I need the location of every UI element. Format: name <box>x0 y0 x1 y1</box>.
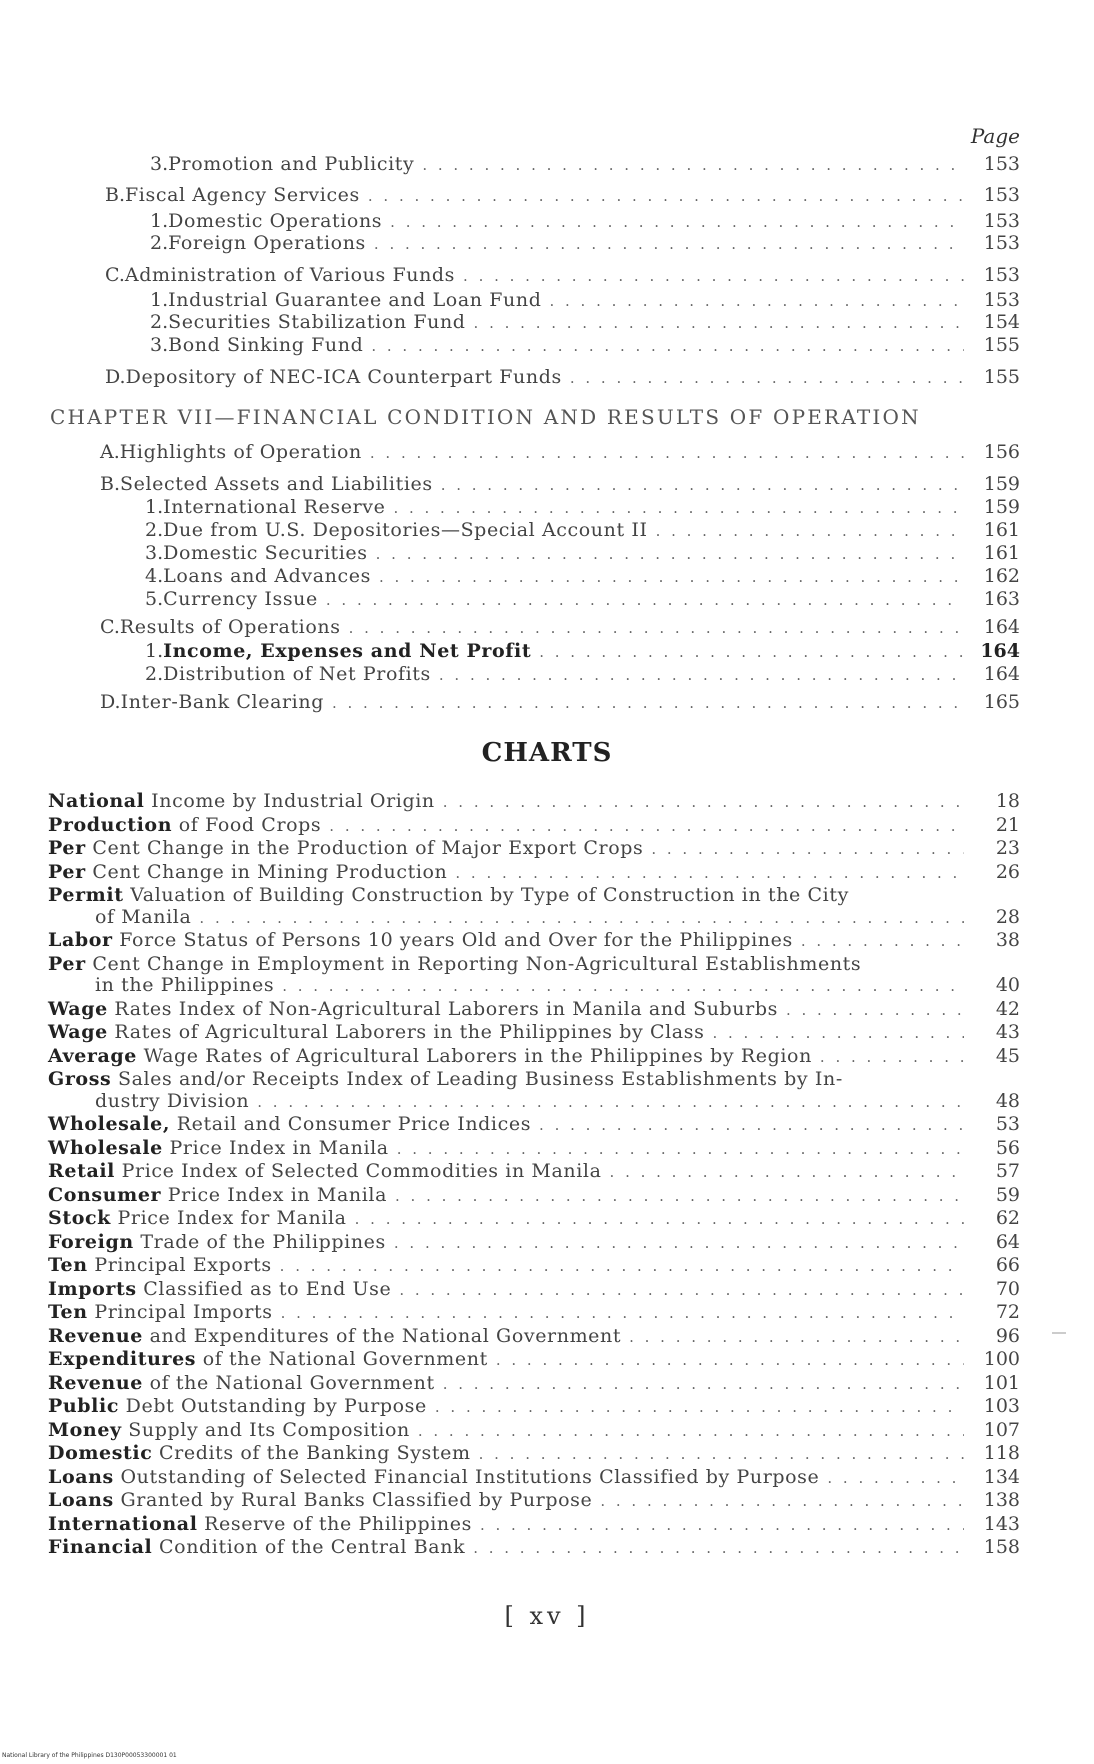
chart-entry <box>48 1184 1020 1207</box>
dot-leader <box>455 862 964 884</box>
dot-leader <box>539 1114 964 1136</box>
entry-title <box>48 1137 397 1159</box>
toc-entry <box>105 366 1020 389</box>
entry-title-rest: Cent Change in Mining Production <box>92 860 448 883</box>
chart-entry <box>48 1513 1020 1536</box>
dot-leader <box>439 664 964 686</box>
chart-entry <box>48 1419 1020 1442</box>
dot-leader <box>282 975 964 997</box>
charts-heading: CHARTS <box>481 738 613 768</box>
entry-title-continuation: dustry Division <box>95 1089 250 1112</box>
dot-leader <box>610 1161 964 1183</box>
entry-page-number: 153 <box>983 210 1020 232</box>
entry-page-number: 153 <box>983 184 1020 206</box>
entry-title <box>48 1184 395 1206</box>
dot-leader <box>827 1467 964 1489</box>
chart-entry <box>48 1160 1020 1183</box>
chart-entry-continuation <box>95 906 1020 929</box>
dot-leader <box>786 999 964 1021</box>
entry-page-number: 107 <box>983 1418 1020 1441</box>
toc-entry <box>150 210 1020 233</box>
scan-credit: National Library of the Philippines D130P00053300001 01 <box>2 1752 177 1759</box>
toc-entry <box>150 153 1020 176</box>
dot-leader <box>281 1302 964 1324</box>
chart-entry <box>48 790 1020 813</box>
entry-title <box>48 953 869 975</box>
entry-title-rest: of Food Crops <box>178 813 322 836</box>
entry-lead-word: Loans <box>48 1489 114 1511</box>
entry-page-number: 26 <box>995 860 1020 883</box>
chapter-vii-entry <box>100 473 1020 496</box>
entry-page-number: 161 <box>983 542 1020 564</box>
chapter-vii-entry <box>145 565 1020 588</box>
entry-page-number: 70 <box>995 1277 1020 1300</box>
chart-entry <box>48 998 1020 1021</box>
dot-leader <box>479 1443 964 1465</box>
chart-entry <box>48 929 1020 952</box>
chart-entry <box>48 1466 1020 1489</box>
entry-title <box>48 1395 435 1417</box>
chapter-vii-entry <box>145 640 1020 663</box>
entry-lead-word: Money <box>48 1418 122 1441</box>
entry-title <box>48 1301 281 1323</box>
chart-entry <box>48 1442 1020 1465</box>
chart-entry <box>48 1021 1020 1044</box>
dot-leader <box>474 312 964 334</box>
entry-lead-word: Public <box>48 1395 119 1417</box>
entry-title <box>48 1113 539 1135</box>
entry-marker: D. <box>105 366 126 388</box>
entry-title: Securities Stabilization Fund <box>168 311 466 333</box>
entry-lead-word: Financial <box>48 1536 153 1558</box>
entry-page-number: 153 <box>983 153 1020 175</box>
entry-title <box>48 1489 600 1511</box>
entry-page-number: 57 <box>995 1160 1020 1182</box>
entry-title: Domestic Securities <box>163 542 368 564</box>
dot-leader <box>390 211 964 233</box>
chart-entry <box>48 1536 1020 1559</box>
entry-page-number: 159 <box>983 473 1020 495</box>
entry-title <box>48 1442 479 1464</box>
entry-title-rest: Cent Change in the Production of Major Export Crops <box>92 837 644 859</box>
entry-title-rest: Principal Exports <box>94 1254 272 1276</box>
entry-lead-word: Foreign <box>48 1230 134 1253</box>
chart-entry <box>48 861 1020 884</box>
dot-leader <box>463 265 964 287</box>
entry-lead-word: Wage <box>48 1021 108 1043</box>
entry-page-number: 101 <box>983 1371 1020 1394</box>
entry-lead-word: National <box>48 790 145 812</box>
entry-marker: 2. <box>145 519 164 541</box>
dot-leader <box>473 1537 964 1559</box>
entry-title <box>48 1419 418 1441</box>
entry-title: Administration of Various Funds <box>124 264 456 286</box>
entry-page-number: 18 <box>995 790 1020 812</box>
chart-entry <box>48 1113 1020 1136</box>
dot-leader <box>368 185 964 207</box>
dot-leader <box>422 154 964 176</box>
entry-page-number: 100 <box>983 1348 1020 1370</box>
dot-leader <box>355 1208 964 1230</box>
entry-title: Loans and Advances <box>163 565 371 587</box>
chapter-vii-entry <box>100 691 1020 714</box>
entry-lead-word: Wage <box>48 997 108 1020</box>
chart-entry <box>48 884 1020 906</box>
dot-leader <box>441 474 964 496</box>
dot-leader <box>651 838 964 860</box>
dot-leader <box>418 1420 964 1442</box>
entry-title-rest: Wage Rates of Agricultural Laborers in the Philippines by Region <box>143 1044 812 1067</box>
dot-leader <box>570 367 964 389</box>
entry-title <box>48 998 786 1020</box>
entry-page-number: 21 <box>995 813 1020 836</box>
entry-page-number: 56 <box>995 1136 1020 1159</box>
dot-leader <box>394 1232 964 1254</box>
entry-page-number: 53 <box>995 1113 1020 1135</box>
scan-edge-mark <box>1052 1332 1066 1334</box>
dot-leader <box>539 641 964 663</box>
chapter-vii-entry <box>145 519 1020 542</box>
dot-leader <box>549 290 964 312</box>
chapter-vii-entry <box>145 588 1020 611</box>
entry-lead-word: Permit <box>48 884 124 906</box>
dot-leader <box>496 1349 964 1371</box>
entry-title: International Reserve <box>163 496 386 518</box>
entry-lead-word: Wholesale <box>48 1136 163 1159</box>
entry-lead-word: Stock <box>48 1207 111 1229</box>
entry-marker: 3. <box>145 542 164 564</box>
dot-leader <box>376 543 964 565</box>
toc-entry <box>150 334 1020 357</box>
entry-page-number: 153 <box>983 264 1020 286</box>
entry-title-rest: Cent Change in Employment in Reporting Non-Agricultural Establishments <box>92 952 862 975</box>
chart-entry <box>48 1068 1020 1090</box>
entry-title <box>48 837 651 859</box>
entry-page-number: 62 <box>995 1207 1020 1229</box>
entry-title-rest: Rates of Agricultural Laborers in the Philippines by Class <box>114 1021 705 1043</box>
chapter-vii-entry <box>145 496 1020 519</box>
entry-page-number: 72 <box>995 1301 1020 1323</box>
entry-title <box>48 1207 355 1229</box>
entry-page-number: 66 <box>995 1254 1020 1276</box>
entry-title <box>48 1068 851 1090</box>
entry-title-rest: Trade of the Philippines <box>140 1230 386 1253</box>
entry-page-number: 118 <box>983 1442 1020 1464</box>
dot-leader <box>326 589 964 611</box>
chapter-vii-entry <box>100 616 1020 639</box>
entry-title-rest: Force Status of Persons 10 years Old and Over for the Philippines <box>119 929 793 951</box>
entry-marker: 1. <box>150 289 169 311</box>
entry-title: Promotion and Publicity <box>168 153 415 175</box>
chapter-vii-entry <box>145 663 1020 686</box>
entry-title <box>48 929 801 951</box>
entry-marker: C. <box>100 616 120 638</box>
chart-entry <box>48 953 1020 975</box>
entry-title-rest: Income by Industrial Origin <box>151 790 435 812</box>
entry-title <box>48 1513 480 1535</box>
entry-title <box>48 1348 496 1370</box>
entry-lead-word: Ten <box>48 1254 88 1276</box>
entry-lead-word: Production <box>48 813 173 836</box>
entry-page-number: 164 <box>983 616 1020 638</box>
dot-leader <box>656 520 964 542</box>
entry-marker: 3. <box>150 153 169 175</box>
entry-title: Inter-Bank Clearing <box>120 691 324 713</box>
chapter-vii-heading: CHAPTER VII—FINANCIAL CONDITION AND RESULTS OF OPERATION <box>50 405 921 429</box>
entry-page-number: 138 <box>983 1489 1020 1511</box>
entry-marker: 2. <box>145 663 164 685</box>
entry-title-rest: Price Index in Manila <box>167 1183 387 1206</box>
entry-page-number: 42 <box>995 997 1020 1020</box>
entry-marker: 2. <box>150 232 169 254</box>
chapter-vii-entry <box>100 441 1020 464</box>
dot-leader <box>370 442 964 464</box>
entry-lead-word: Per <box>48 952 86 975</box>
entry-page-number: 134 <box>983 1465 1020 1488</box>
entry-title: Industrial Guarantee and Loan Fund <box>168 289 542 311</box>
entry-title: Depository of NEC-ICA Counterpart Funds <box>125 366 562 388</box>
entry-title <box>48 1325 629 1347</box>
page-folio: [ xv ] <box>504 1602 590 1630</box>
entry-title-rest: Price Index of Selected Commodities in Manila <box>121 1160 602 1182</box>
entry-marker: 5. <box>145 588 164 610</box>
entry-lead-word: Revenue <box>48 1324 143 1347</box>
toc-entry <box>150 232 1020 255</box>
chart-entry <box>48 1301 1020 1324</box>
dot-leader <box>801 930 964 952</box>
dot-leader <box>820 1046 964 1068</box>
entry-page-number: 143 <box>983 1512 1020 1535</box>
entry-page-number: 64 <box>995 1230 1020 1253</box>
entry-title-rest: Price Index in Manila <box>169 1136 389 1159</box>
entry-page-number: 38 <box>995 929 1020 951</box>
entry-page-number: 59 <box>995 1183 1020 1206</box>
entry-page-number: 103 <box>983 1395 1020 1417</box>
entry-title-rest: Debt Outstanding by Purpose <box>125 1395 427 1417</box>
dot-leader <box>395 1185 964 1207</box>
entry-title-rest: Retail and Consumer Price Indices <box>176 1113 532 1135</box>
entry-title: Distribution of Net Profits <box>163 663 431 685</box>
dot-leader <box>280 1255 964 1277</box>
dot-leader <box>397 1138 964 1160</box>
entry-title <box>48 1536 473 1558</box>
entry-title-rest: Granted by Rural Banks Classified by Purpose <box>120 1489 593 1511</box>
entry-title: Foreign Operations <box>168 232 366 254</box>
entry-lead-word: Per <box>48 860 86 883</box>
chart-entry <box>48 1395 1020 1418</box>
entry-title: Due from U.S. Depositories—Special Account II <box>163 519 648 541</box>
dot-leader <box>399 1279 964 1301</box>
dot-leader <box>257 1091 964 1113</box>
entry-title: Currency Issue <box>163 588 318 610</box>
entry-title-continuation: of Manila <box>95 905 192 928</box>
entry-title-rest: Credits of the Banking System <box>159 1442 471 1464</box>
dot-leader <box>349 617 964 639</box>
entry-marker: D. <box>100 691 121 713</box>
entry-title <box>48 1021 712 1043</box>
chart-entry <box>48 1254 1020 1277</box>
entry-title-continuation: in the Philippines <box>95 974 275 996</box>
dot-leader <box>199 907 964 929</box>
entry-page-number: 153 <box>983 232 1020 254</box>
entry-marker: C. <box>105 264 125 286</box>
entry-lead-word: Domestic <box>48 1442 153 1464</box>
entry-page-number: 28 <box>995 905 1020 928</box>
chart-entry <box>48 1207 1020 1230</box>
chart-entry <box>48 1137 1020 1160</box>
entry-marker: 1. <box>150 210 169 232</box>
entry-page-number: 40 <box>995 974 1020 996</box>
entry-title: Selected Assets and Liabilities <box>120 473 433 495</box>
chart-entry <box>48 1372 1020 1395</box>
entry-lead-word: Gross <box>48 1068 112 1090</box>
entry-title: Bond Sinking Fund <box>168 334 364 356</box>
entry-page-number: 164 <box>983 663 1020 685</box>
chart-entry <box>48 1045 1020 1068</box>
entry-title-rest: of the National Government <box>202 1348 488 1370</box>
entry-page-number: 43 <box>995 1021 1020 1043</box>
chapter-vii-entry <box>145 542 1020 565</box>
dot-leader <box>329 815 964 837</box>
entry-lead-word: Loans <box>48 1465 114 1488</box>
entry-marker: 2. <box>150 311 169 333</box>
entry-title-rest: Outstanding of Selected Financial Institutions Classified by Purpose <box>120 1465 820 1488</box>
entry-page-number: 155 <box>983 366 1020 388</box>
entry-title: Fiscal Agency Services <box>125 184 360 206</box>
entry-marker: B. <box>105 184 126 206</box>
dot-leader <box>443 1373 964 1395</box>
dot-leader <box>600 1490 964 1512</box>
entry-page-number: 162 <box>983 565 1020 587</box>
dot-leader <box>629 1326 964 1348</box>
chart-entry <box>48 1231 1020 1254</box>
entry-title-rest: Classified as to End Use <box>143 1277 392 1300</box>
entry-title: Highlights of Operation <box>119 441 362 463</box>
entry-page-number: 45 <box>995 1044 1020 1067</box>
entry-page-number: 165 <box>983 691 1020 713</box>
entry-title <box>48 1231 394 1253</box>
entry-title <box>48 1372 443 1394</box>
dot-leader <box>371 335 964 357</box>
entry-page-number: 48 <box>995 1089 1020 1112</box>
entry-title <box>48 1254 280 1276</box>
entry-title <box>48 1466 827 1488</box>
entry-title <box>48 814 329 836</box>
toc-entry <box>150 311 1020 334</box>
dot-leader <box>480 1514 964 1536</box>
entry-marker: 1. <box>145 496 164 518</box>
entry-title <box>48 884 857 906</box>
entry-page-number: 23 <box>995 837 1020 859</box>
entry-page-number: 161 <box>983 519 1020 541</box>
entry-title <box>48 1160 610 1182</box>
entry-lead-word: Retail <box>48 1160 116 1182</box>
toc-entry <box>150 289 1020 312</box>
chart-entry <box>48 1325 1020 1348</box>
dot-leader <box>443 791 964 813</box>
entry-page-number: 163 <box>983 588 1020 610</box>
chart-entry <box>48 1489 1020 1512</box>
entry-title-rest: of the National Government <box>149 1371 435 1394</box>
entry-title-rest: Rates Index of Non-Agricultural Laborers in Manila and Suburbs <box>114 997 778 1020</box>
entry-title <box>48 861 455 883</box>
toc-entry <box>105 184 1020 207</box>
entry-page-number: 154 <box>983 311 1020 333</box>
chart-entry-continuation <box>95 1090 1020 1113</box>
dot-leader <box>435 1396 964 1418</box>
entry-title-rest: Price Index for Manila <box>117 1207 347 1229</box>
entry-marker: B. <box>100 473 121 495</box>
entry-title-rest: and Expenditures of the National Government <box>149 1324 622 1347</box>
entry-lead-word: Wholesale, <box>48 1113 171 1135</box>
entry-title-rest: Principal Imports <box>94 1301 273 1323</box>
entry-lead-word: Per <box>48 837 86 859</box>
entry-marker: 4. <box>145 565 164 587</box>
entry-marker: A. <box>100 441 120 463</box>
entry-lead-word: Expenditures <box>48 1348 197 1370</box>
entry-page-number: 155 <box>983 334 1020 356</box>
chart-entry-continuation <box>95 974 1020 997</box>
entry-lead-word: Revenue <box>48 1371 143 1394</box>
entry-lead-word: Consumer <box>48 1183 162 1206</box>
entry-title <box>48 790 443 812</box>
dot-leader <box>712 1022 964 1044</box>
entry-page-number: 158 <box>983 1536 1020 1558</box>
entry-lead-word: Ten <box>48 1301 88 1323</box>
dot-leader <box>379 566 964 588</box>
entry-lead-word: Average <box>48 1044 137 1067</box>
entry-page-number: 164 <box>980 640 1020 662</box>
dot-leader <box>393 497 964 519</box>
page-column-heading: Page <box>970 124 1020 148</box>
entry-title-rest: Valuation of Building Construction by Type of Construction in the City <box>130 884 849 906</box>
entry-page-number: 159 <box>983 496 1020 518</box>
entry-title: Income, Expenses and Net Profit <box>163 640 532 662</box>
entry-title-rest: Supply and Its Composition <box>128 1418 410 1441</box>
entry-title <box>48 1278 399 1300</box>
entry-title-rest: Sales and/or Receipts Index of Leading Business Establishments by In- <box>117 1068 843 1090</box>
entry-lead-word: Imports <box>48 1277 137 1300</box>
entry-title <box>48 1045 820 1067</box>
entry-title-rest: Reserve of the Philippines <box>204 1512 472 1535</box>
entry-page-number: 96 <box>995 1324 1020 1347</box>
entry-marker: 3. <box>150 334 169 356</box>
dot-leader <box>332 692 964 714</box>
entry-lead-word: International <box>48 1512 198 1535</box>
entry-title: Results of Operations <box>119 616 341 638</box>
entry-title-rest: Condition of the Central Bank <box>159 1536 466 1558</box>
chart-entry <box>48 837 1020 860</box>
entry-page-number: 153 <box>983 289 1020 311</box>
entry-title: Domestic Operations <box>168 210 383 232</box>
entry-page-number: 156 <box>983 441 1020 463</box>
chart-entry <box>48 814 1020 837</box>
entry-marker: 1. <box>145 640 164 662</box>
toc-entry <box>105 264 1020 287</box>
chart-entry <box>48 1348 1020 1371</box>
chart-entry <box>48 1278 1020 1301</box>
dot-leader <box>374 233 964 255</box>
entry-lead-word: Labor <box>48 929 113 951</box>
